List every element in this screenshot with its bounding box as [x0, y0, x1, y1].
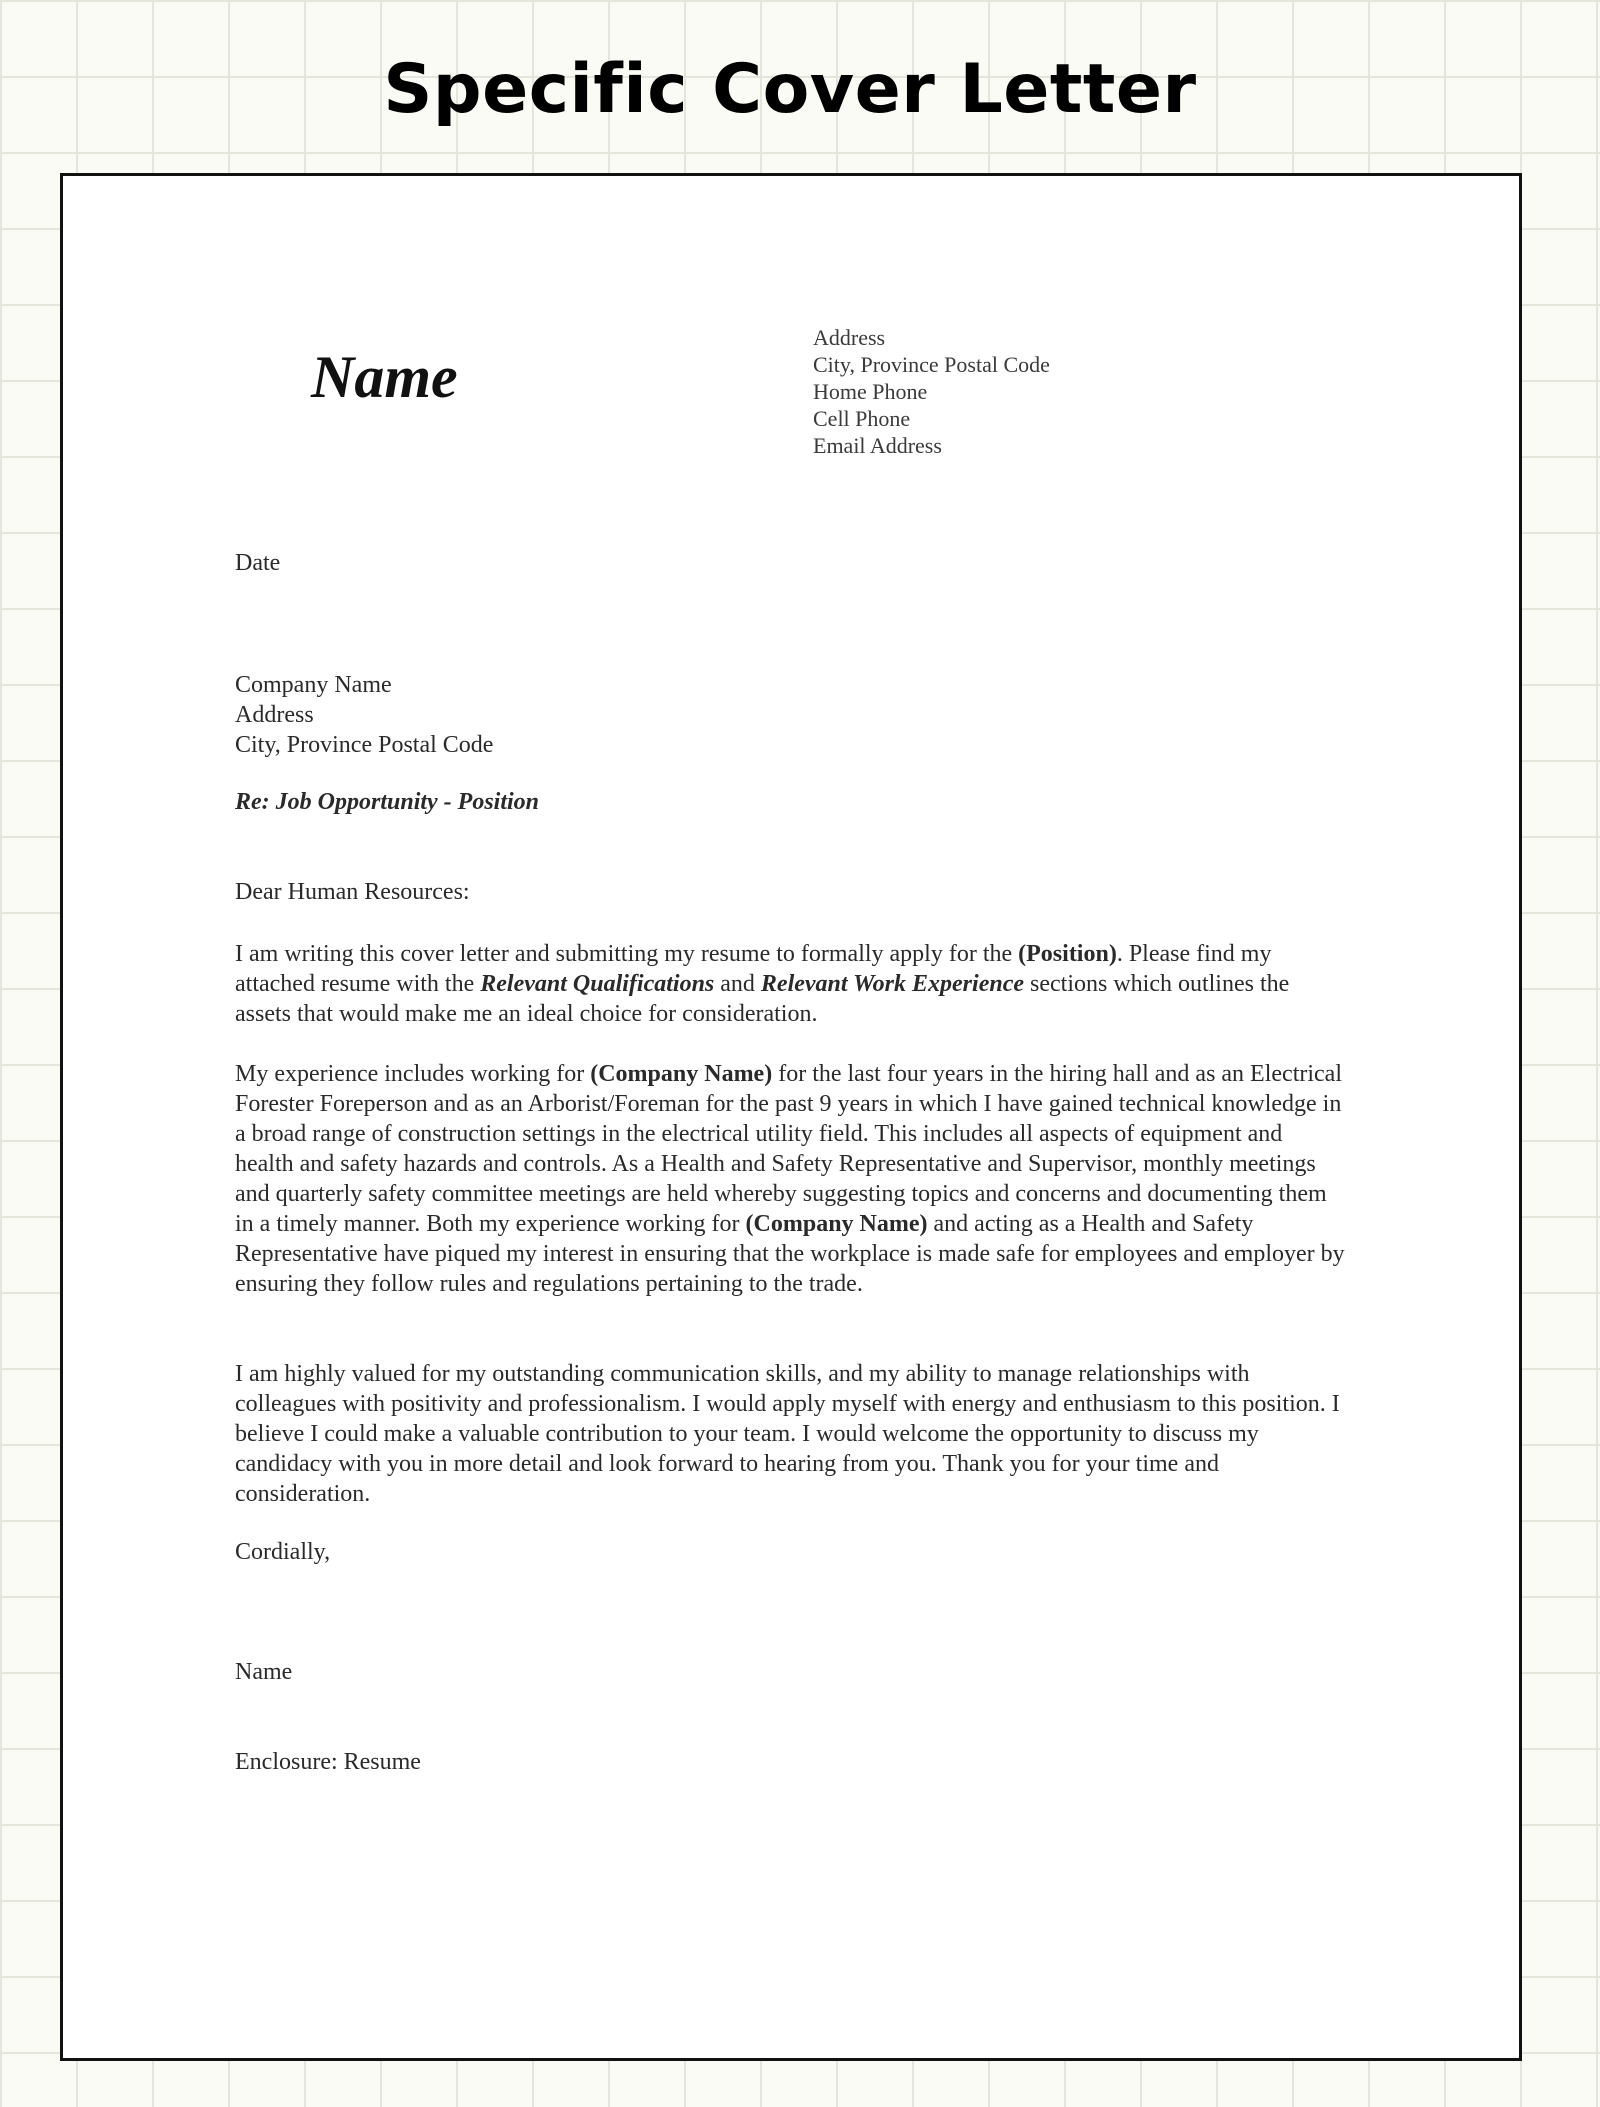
position-placeholder: (Position)	[1018, 941, 1117, 967]
recipient-city-province: City, Province Postal Code	[235, 732, 494, 758]
contact-home-phone: Home Phone	[813, 379, 928, 404]
contact-email: Email Address	[813, 433, 942, 458]
body-paragraph-1	[235, 939, 1345, 1029]
company-name-placeholder: (Company Name)	[745, 1211, 928, 1237]
paragraph-text: . Please find my attached resume with the	[235, 941, 1272, 997]
letter-date: Date	[235, 550, 281, 576]
page-title: Specific Cover Letter	[383, 50, 1197, 129]
salutation: Dear Human Resources:	[235, 879, 470, 905]
paragraph-text: and	[714, 971, 761, 997]
recipient-company: Company Name	[235, 672, 392, 698]
contact-city-province: City, Province Postal Code	[813, 352, 1050, 377]
signature-name: Name	[235, 1659, 293, 1685]
paragraph-text: and acting as a Health and Safety Representative have piqued my interest in ensuring that the workplace is made safe for employees and employer by ensuring they follow rules and regulations pertaining to the trade.	[235, 1211, 1345, 1297]
relevant-work-experience-ref: Relevant Work Experience	[760, 971, 1024, 997]
relevant-qualifications-ref: Relevant Qualifications	[480, 971, 715, 997]
applicant-contact-block	[813, 324, 1050, 459]
body-paragraph-3: I am highly valued for my outstanding communication skills, and my ability to manage relationships with colleagues with positivity and professionalism. I would apply myself with energy and enthusiasm to this position. I believe I could make a valuable contribution to your team. I would welcome the opportunity to discuss my candidacy with you in more detail and look forward to hearing from you. Thank you for your time and consideration.	[235, 1361, 1340, 1507]
cover-letter-page	[60, 173, 1522, 2061]
body-paragraph-2	[235, 1059, 1345, 1299]
paragraph-text: I am writing this cover letter and submitting my resume to formally apply for the	[235, 941, 1019, 967]
recipient-address: Address	[235, 702, 314, 728]
paragraph-text: My experience includes working for	[235, 1061, 591, 1087]
paragraph-text: for the last four years in the hiring hall and as an Electrical Forester Foreperson and as an Arborist/Foreman for the past 9 years in which I have gained technical knowledge in a broad range of construction settings in the electrical utility field. This includes all aspects of equipment and health and safety hazards and controls. As a Health and Safety Representative and Supervisor, monthly meetings and quarterly safety committee meetings are held whereby suggesting topics and concerns and documenting them in a timely manner. Both my experience working for	[235, 1061, 1342, 1237]
subject-line: Re: Job Opportunity - Position	[235, 789, 540, 815]
contact-cell-phone: Cell Phone	[813, 406, 911, 431]
applicant-name-header: Name	[311, 344, 458, 410]
paragraph-text: sections which outlines the assets that would make me an ideal choice for consideration.	[235, 971, 1290, 1027]
closing: Cordially,	[235, 1539, 331, 1565]
company-name-placeholder: (Company Name)	[590, 1061, 773, 1087]
contact-address: Address	[813, 325, 886, 350]
recipient-block	[235, 670, 493, 760]
enclosure-line: Enclosure: Resume	[235, 1749, 421, 1775]
